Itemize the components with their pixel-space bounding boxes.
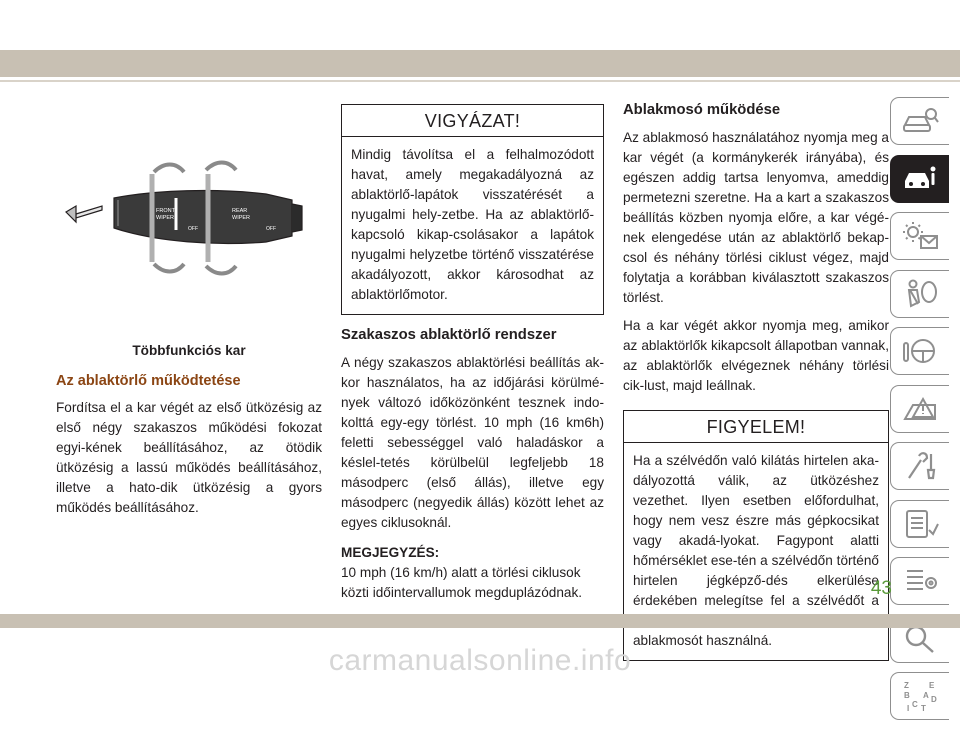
column-2 [341,104,604,603]
header-rule [0,80,960,82]
tab-safety[interactable] [890,270,949,318]
tab-specifications[interactable] [890,500,949,548]
car-magnifier-icon [901,105,939,137]
index-letter: I [907,704,910,712]
index-letter: E [929,681,935,690]
tab-emergency[interactable] [890,385,949,433]
lever-label-wiper-rear: WIPER [232,215,251,221]
column-3 [623,100,889,661]
index-letter: B [904,691,910,700]
multifunction-lever-illustration [56,150,322,330]
chapter-tabs [890,97,960,730]
warning-title: VIGYÁZAT! [342,105,603,137]
index-letter: D [931,695,937,704]
intermittent-text: A négy szakaszos ablaktörlési beállítás ak-kor használatos, ha az időjárási körülmé-nyek változó időközönként tesznek indo-kolttá egy-egy törlést. 10 mph (16 km6h) feletti sebességgel való haladáskor a késlel-tetés körülbelül legfeljebb 18 másodperc (első állás), illetve egy másodperc (negyedik állás) között lehet az egyes ciklusoknál. [341,355,604,530]
section-heading-washer: Ablakmosó működése [623,102,781,118]
specifications-list-icon [901,508,939,540]
index-letter: A [923,691,929,700]
section-heading-intermittent: Szakaszos ablaktörlő rendszer [341,327,557,343]
section-heading-wiper-operation: Az ablaktörlő működtetése [56,373,241,389]
washer-text-1: Az ablakmosó használatához nyomja meg a kar végét (a kormánykerék irányába), és egészen addig tartsa lenyomva, ameddig permetezni szeretne. Ha a kart a szakaszos beállítás közben nyomja előre, a kar végé-nek elengedése után az ablaktörlő bekap-csol és néhány törlési ciklust végez, majd folytatja a korábban kiválasztott szakaszos törlést. [623,130,889,305]
bottom-footer-band [0,614,960,628]
emergency-triangle-icon [901,393,939,425]
figure-caption: Többfunkciós kar [132,343,246,358]
note-text: 10 mph (16 km/h) alatt a törlési ciklusok közti időintervallumok megduplázódnak. [341,565,583,600]
settings-list-icon [901,565,939,597]
index-letter: Z [904,681,909,690]
warning-lights-message-icon [901,220,939,252]
lever-label-rear: REAR [232,208,248,214]
tab-multimedia[interactable] [890,557,949,605]
notice-text: Ha a szélvédőn való kilátás hirtelen aka-dályozottá válik, az ütközéshez vezethet. Ilyen esetben előfordulhat, hogy nem vesz észre más gépkocsikat vagy akadá-lyokat. Fagypont alatti hőmérséklet ese-tén a szélvédőn történő hirtelen jégképző-dés elkerülése érdekében melegítse fel a szélvédőt a ablakmosót használná. [633,453,879,648]
page-number: 43 [870,578,892,599]
index-letter: T [921,704,926,712]
lever-label-off-2: OFF [266,226,276,232]
steering-wheel-icon [901,335,939,367]
washer-text-2: Ha a kar végét akkor nyomja meg, amikor az ablaktörlők kikapcsolt állapotban vannak, az ablaktörlők elvégeznek néhány törlési cik-lust, majd leállnak. [623,318,889,393]
note-heading: MEGJEGYZÉS: [341,545,440,560]
tab-starting-driving[interactable] [890,327,949,375]
car-info-icon [901,163,939,195]
wrench-screwdriver-icon [901,450,939,482]
tab-car-overview[interactable] [890,97,949,145]
tab-alphabetical-index[interactable] [890,672,949,720]
tab-servicing[interactable] [890,442,949,490]
column-1 [56,398,322,518]
warning-text: Mindig távolítsa el a felhalmozódott havat, amely megakadályozná az ablaktörlő-lapátok visszatérését a nyugalmi hely-zetbe. Ha az ablaktörlő-kapcsoló kikap-csolásakor a lapátok nyugalmi helyzetbe történő visszatérése akadályozott, akkor károsodhat az ablaktörlőmotor. [351,147,594,302]
lever-label-wiper-front: WIPER [156,215,175,221]
airbag-seatbelt-icon [901,278,939,310]
alphabet-index-icon [901,680,939,712]
tab-warning-lights[interactable] [890,212,949,260]
lever-label-front: FRONT [156,208,175,214]
watermark: carmanualsonline.info [328,644,632,677]
index-letter: C [912,700,918,709]
tab-car-info[interactable] [890,155,949,203]
lever-label-off-1: OFF [188,226,198,232]
wiper-operation-text: Fordítsa el a kar végét az első ütközésig az első négy szakaszos működési fokozat egyi-kének beállításához, az ötödik ütközésig a lassú működés beállításához, illetve a hato-dik ütközésig a gyors működés beállításához. [56,400,322,515]
top-header-band [0,50,960,77]
warning-box [341,104,604,315]
notice-title: FIGYELEM! [624,411,888,443]
